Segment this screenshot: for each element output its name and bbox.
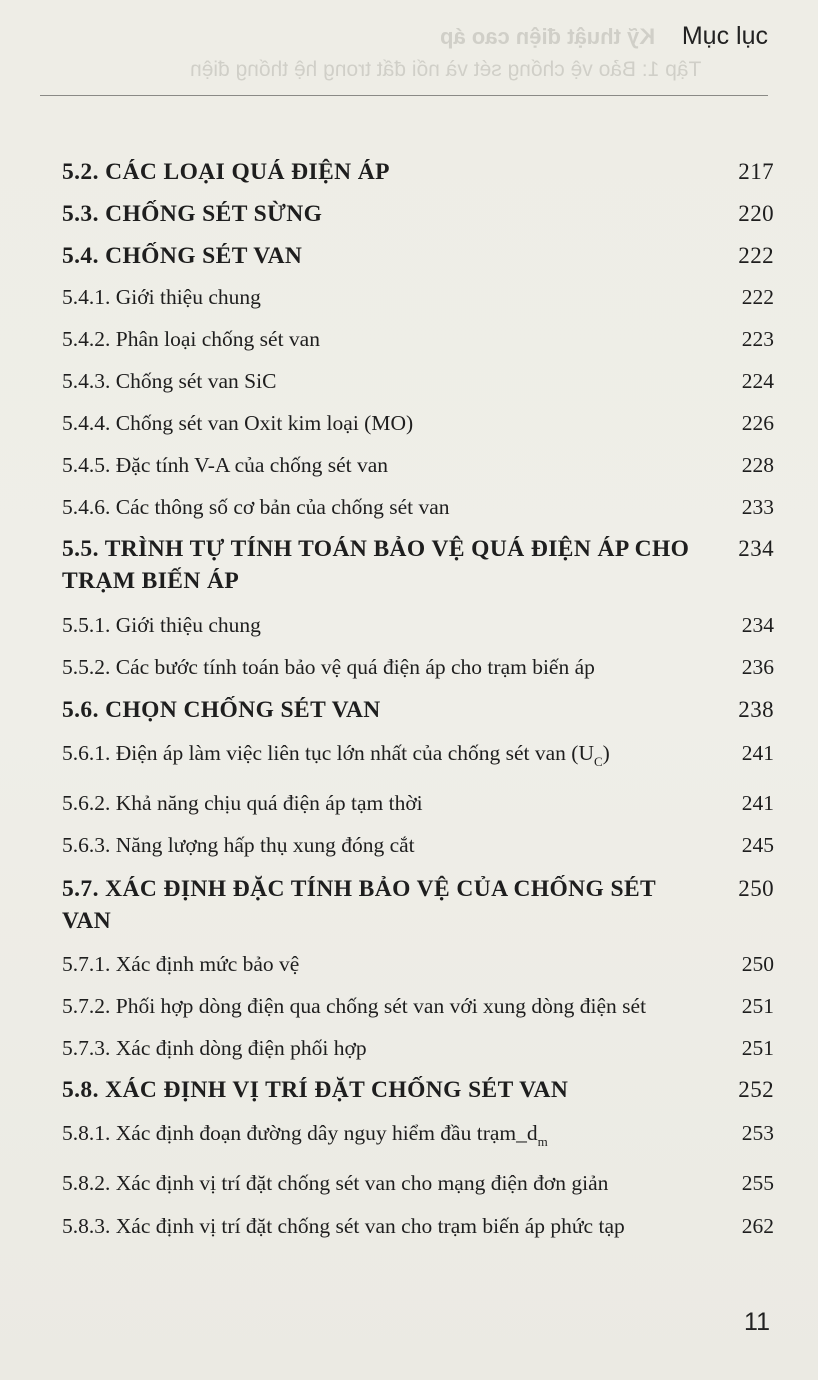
toc-entry-page: 252 [738,1077,774,1102]
running-title: Mục lục [681,22,768,50]
toc-entry-title: 5.4.6. Các thông số cơ bản của chống sét van [62,495,450,519]
toc-entry-page: 217 [738,159,774,184]
toc-subsection-entry [62,788,774,819]
toc-section-entry [62,240,774,272]
toc-entry-page: 245 [741,833,774,857]
toc-entry-title: 5.6.3. Năng lượng hấp thụ xung đóng cắt [62,833,415,857]
toc-entry-title: 5.5.2. Các bước tính toán bảo vệ quá điện áp cho trạm biến áp [62,655,595,679]
toc-entry-title: 5.7.1. Xác định mức bảo vệ [62,952,300,976]
toc-subsection-entry [62,652,774,683]
toc-entry-title: 5.6.2. Khả năng chịu quá điện áp tạm thời [62,791,423,815]
toc-entry-page: 255 [741,1171,774,1195]
toc-entry-title: 5.5.1. Giới thiệu chung [62,613,261,637]
bleed-through-subtitle: Tập 1: Bảo vệ chống sét và nối đất trong hệ thống điện [190,58,702,81]
toc-section-entry [62,873,774,937]
toc-subsection-entry [62,830,774,861]
page-number: 11 [744,1308,770,1336]
toc-section-entry [62,156,774,188]
toc-entry-title: 5.4.2. Phân loại chống sét van [62,327,320,351]
toc-subsection-entry [62,738,774,777]
toc-entry-title: 5.8.1. Xác định đoạn đường dây nguy hiểm đầu $trạm\_d_m$ [62,1121,548,1149]
toc-entry-title: 5.4.3. Chống sét van SiC [62,369,277,393]
toc-entry-page: 236 [741,655,774,679]
toc-entry-title: 5.8. XÁC ĐỊNH VỊ TRÍ ĐẶT CHỐNG SÉT VAN [62,1077,569,1103]
toc-entry-title: 5.2. CÁC LOẠI QUÁ ĐIỆN ÁP [62,159,390,185]
toc-entry-title: 5.7. XÁC ĐỊNH ĐẶC TÍNH BẢO VỆ CỦA CHỐNG SÉT VAN [62,876,656,934]
toc-subsection-entry [62,1033,774,1064]
bleed-through-title: Kỹ thuật điện cao áp [440,24,656,49]
toc-entry-page: 241 [741,741,774,765]
toc-subsection-entry [62,450,774,481]
toc-subsection-entry [62,1211,774,1242]
toc-entry-title: 5.6.1. Điện áp làm việc liên tục lớn nhất của chống sét van $(U_C)$ [62,741,610,769]
toc-entry-title: 5.7.3. Xác định dòng điện phối hợp [62,1036,367,1060]
toc-section-entry [62,1074,774,1106]
toc-subsection-entry [62,949,774,980]
toc-subsection-entry [62,492,774,523]
toc-entry-page: 222 [741,285,774,309]
toc-entry-page: 262 [741,1214,774,1238]
toc-entry-page: 250 [738,876,774,901]
toc-entry-title: 5.3. CHỐNG SÉT SỪNG [62,201,323,227]
toc-entry-title: 5.7.2. Phối hợp dòng điện qua chống sét van với xung dòng điện sét [62,994,647,1018]
toc-subsection-entry [62,991,774,1022]
toc-subsection-entry [62,324,774,355]
table-of-contents [62,146,774,1242]
toc-entry-page: 234 [741,613,774,637]
toc-entry-title: 5.8.2. Xác định vị trí đặt chống sét van cho mạng điện đơn giản [62,1171,609,1195]
toc-entry-title: 5.4. CHỐNG SÉT VAN [62,243,303,269]
toc-entry-title: 5.4.4. Chống sét van Oxit kim loại (MO) [62,411,414,435]
toc-subsection-entry [62,282,774,313]
toc-entry-title: 5.8.3. Xác định vị trí đặt chống sét van cho trạm biến áp phức tạp [62,1214,625,1238]
toc-entry-page: 224 [741,369,774,393]
toc-subsection-entry [62,1168,774,1199]
toc-entry-page: 228 [741,453,774,477]
toc-entry-page: 241 [741,791,774,815]
toc-entry-page: 234 [738,536,774,561]
toc-entry-page: 251 [741,1036,774,1060]
toc-entry-page: 250 [741,952,774,976]
toc-subsection-entry [62,408,774,439]
toc-section-entry [62,198,774,230]
toc-entry-title: 5.4.5. Đặc tính V-A của chống sét van [62,453,389,477]
toc-entry-title: 5.6. CHỌN CHỐNG SÉT VAN [62,697,381,723]
toc-entry-page: 223 [741,327,774,351]
toc-section-entry [62,533,774,597]
toc-entry-page: 222 [738,243,774,268]
toc-entry-page: 220 [738,201,774,226]
toc-subsection-entry [62,610,774,641]
toc-entry-page: 253 [741,1121,774,1145]
toc-entry-page: 233 [741,495,774,519]
header-rule [40,95,768,96]
toc-entry-title: 5.4.1. Giới thiệu chung [62,285,261,309]
toc-entry-title: 5.5. TRÌNH TỰ TÍNH TOÁN BẢO VỆ QUÁ ĐIỆN ÁP CHO TRẠM BIẾN ÁP [62,536,690,594]
toc-subsection-entry [62,366,774,397]
toc-section-entry [62,694,774,726]
toc-entry-page: 226 [741,411,774,435]
toc-subsection-entry [62,1118,774,1157]
toc-entry-page: 238 [738,697,774,722]
toc-entry-page: 251 [741,994,774,1018]
